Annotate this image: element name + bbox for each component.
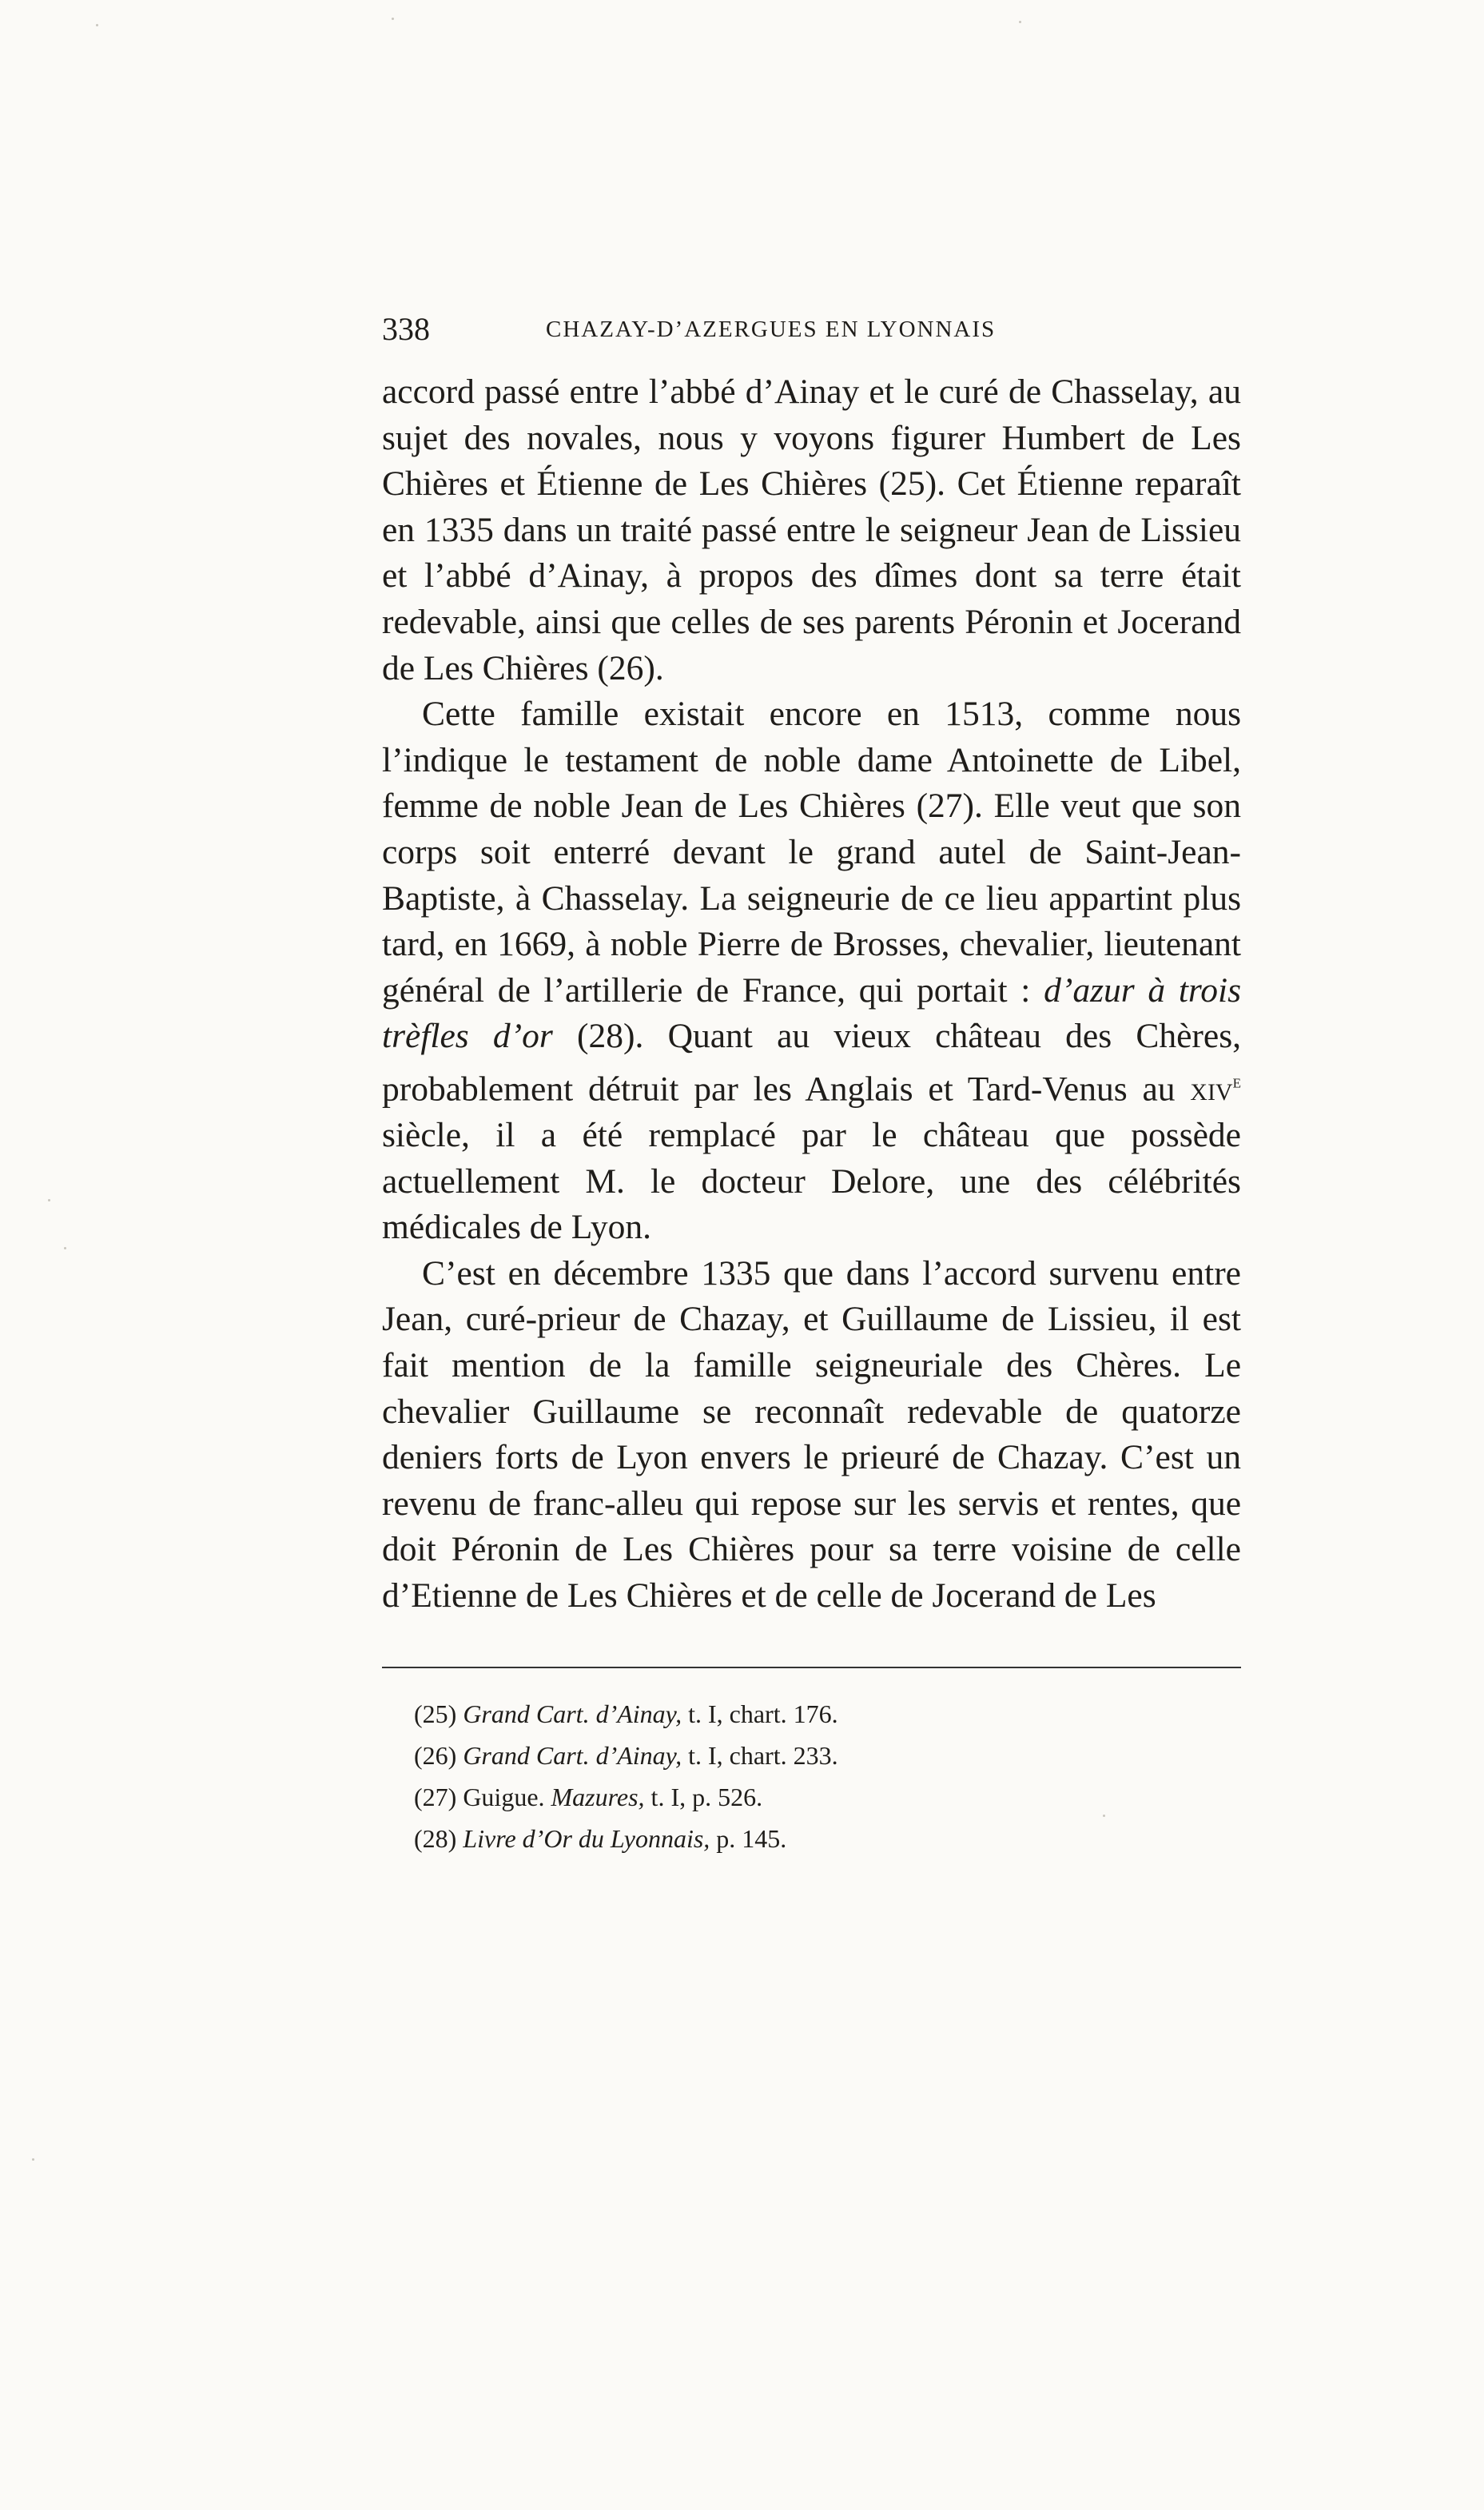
paragraph: accord passé entre l’abbé d’Ainay et le curé de Chasselay, au sujet des novales, nous y voyons figurer Humbert de Les Chières et Étienne de Les Chières (25). Cet Étienne reparaît en 1335 dans un traité passé entre le seigneur Jean de Lissieu et l’abbé d’Ainay, à propos des dîmes dont sa terre était redevable, ainsi que celles de ses parents Péronin et Jocerand de Les Chières (26). — [382, 373, 1241, 687]
paragraph-text: Cette famille existait encore en 1513, comme nous l’indique le testament de noble dame Antoinette de Libel, femme de noble Jean de Les Chières (27). Elle veut que son corps soit enterré devant le grand autel de Saint-Jean-Baptiste, à Chasselay. La seigneurie de ce lieu appartint plus tard, en 1669, à noble Pierre de Brosses, chevalier, lieutenant général de l’artillerie de France, qui portait : — [382, 695, 1241, 1010]
footnote-number: (26) — [414, 1741, 457, 1770]
blazon-text: d’azur à trois trèfles d’or — [382, 970, 1241, 1056]
paper-speck — [1019, 21, 1021, 23]
paper-speck — [392, 18, 394, 20]
footnotes — [414, 1693, 1213, 1859]
paper-speck — [96, 24, 98, 26]
footnote — [414, 1776, 1213, 1818]
footnote-reference: t. I, p. 526. — [650, 1783, 763, 1811]
footnote-reference: t. I, chart. 233. — [688, 1741, 838, 1770]
paper-speck — [32, 2158, 34, 2161]
paragraph: C’est en décembre 1335 que dans l’accord survenu entre Jean, curé-prieur de Chazay, et Guillaume de Lissieu, il est fait mention de la famille seigneuriale des Chères. Le chevalier Guillaume se reconnaît redevable de quatorze deniers forts de Lyon envers le prieuré de Chazay. C’est un revenu de franc-alleu qui repose sur les servis et rentes, que doit Péronin de Les Chières pour sa terre voisine de celle d’Etienne de Les Chières et de celle de Jocerand de Les — [382, 1253, 1241, 1615]
paragraph — [382, 691, 1241, 1251]
footnote-reference: p. 145. — [716, 1824, 787, 1853]
century-roman: xiv — [1190, 1070, 1233, 1109]
page-header — [382, 310, 1241, 358]
page-number: 338 — [382, 311, 430, 347]
footnote — [414, 1818, 1213, 1859]
running-title: CHAZAY-D’AZERGUES EN LYONNAIS — [546, 317, 997, 342]
footnote-reference: t. I, chart. 176. — [688, 1699, 838, 1728]
century-superscript: e — [1232, 1071, 1241, 1093]
footnote-author: Guigue. — [463, 1783, 545, 1811]
footnote-title: Grand Cart. d’Ainay, — [463, 1741, 682, 1770]
paragraph-text: (28). Quant au vieux château des Chères, probablement détruit par les Anglais et Tard-Venus au — [382, 1017, 1242, 1109]
footnote-number: (25) — [414, 1699, 457, 1728]
footnote-title: Mazures, — [551, 1783, 645, 1811]
main-text — [382, 369, 1241, 1620]
footnote — [414, 1735, 1213, 1776]
paragraph-text: siècle, il a été remplacé par le château que possède actuellement M. le docteur Delore, une des célébrités médicales de Lyon. — [382, 1116, 1241, 1247]
footnote-number: (27) — [414, 1783, 457, 1811]
paper-speck — [64, 1247, 66, 1249]
footnote-number: (28) — [414, 1824, 457, 1853]
century-numeral — [1190, 1070, 1241, 1108]
footnote-title: Livre d’Or du Lyonnais, — [463, 1824, 710, 1853]
footnote-divider — [382, 1667, 1241, 1668]
footnote — [414, 1693, 1213, 1735]
footnote-title: Grand Cart. d’Ainay, — [463, 1699, 682, 1728]
paper-speck — [48, 1199, 50, 1201]
